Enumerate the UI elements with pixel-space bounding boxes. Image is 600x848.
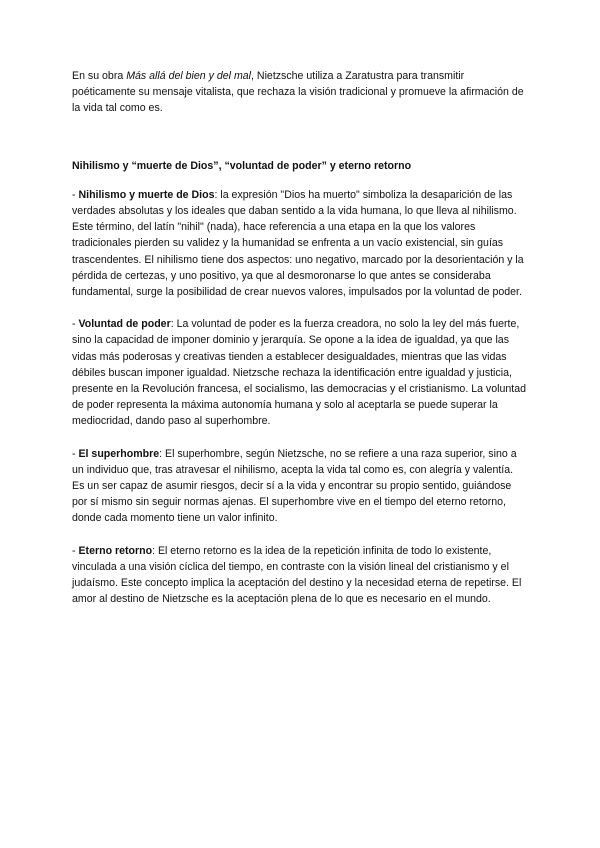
document-body <box>72 68 528 623</box>
bullet-dash: - <box>72 318 79 331</box>
bullet-dash: - <box>72 447 79 460</box>
intro-text-end: , Nietzsche utiliza a Zaratustra para transmitir poéticamente su mensaje vitalista, que rechaza la visión tradicional y promueve la afirmación de la vida tal como es. <box>72 70 524 115</box>
bullet-dash: - <box>72 188 79 201</box>
bullet-dash: - <box>72 544 79 557</box>
term-superhombre: El superhombre <box>78 447 160 460</box>
term-nihilismo: Nihilismo y muerte de Dios <box>78 188 215 201</box>
term-voluntad-de-poder: Voluntad de poder <box>78 318 171 331</box>
intro-paragraph <box>72 68 528 117</box>
book-title: Más allá del bien y del mal <box>126 70 252 82</box>
section-nihilismo <box>72 187 528 300</box>
definition-voluntad-de-poder: : La voluntad de poder es la fuerza creadora, no solo la ley del más fuerte, sino la capacidad de imponer dominio y jerarquía. Se opone a la idea de igualdad, ya que las vidas más poderosas y creativas tienden a establecer desigualdades, mientras que las vidas débiles buscan imponer igualdad. Nietzsche rechaza la identificación entre igualdad y justicia, presente en la Revolución francesa, el socialismo, las democracias y el cristianismo. La voluntad de poder representa la máxima autonomía humana y solo al aceptarla se puede superar la mediocridad, dando paso al superhombre. <box>72 318 526 428</box>
section-heading: Nihilismo y “muerte de Dios”, “voluntad de poder” y eterno retorno <box>72 159 412 172</box>
intro-text-start: En su obra <box>72 70 127 82</box>
section-eterno-retorno <box>72 543 528 608</box>
definition-superhombre: : El superhombre, según Nietzsche, no se refiere a una raza superior, sino a un individuo que, tras atravesar el nihilismo, acepta la vida tal como es, con alegría y valentía. Es un ser capaz de asumir riesgos, decir sí a la vida y encontrar su propio sentido, guiándose por sí mismo sin seguir normas ajenas. El superhombre vive en el tiempo del eterno retorno, donde cada momento tiene un valor infinito. <box>72 447 517 525</box>
definition-nihilismo: : la expresión "Dios ha muerto" simboliza la desaparición de las verdades absolutas y los ideales que daban sentido a la vida humana, lo que lleva al nihilismo. Este término, del latín "nihil" (nada), hace referencia a una etapa en la que los valores tradicionales pierden su validez y la humanidad se enfrenta a un vacío existencial, sin guías trascendentes. El nihilismo tiene dos aspectos: uno negativo, marcado por la desorientación y la pérdida de certezas, y uno positivo, ya que al desmoronarse lo que antes se consideraba fundamental, surge la posibilidad de crear nuevos valores, impulsados por la voluntad de poder. <box>72 188 524 299</box>
term-eterno-retorno: Eterno retorno <box>78 544 153 557</box>
section-voluntad-de-poder <box>72 316 528 429</box>
section-superhombre <box>72 446 528 527</box>
definition-eterno-retorno: : El eterno retorno es la idea de la repetición infinita de todo lo existente, vinculada a una visión cíclica del tiempo, en contraste con la visión lineal del cristianismo y el judaísmo. Este concepto implica la aceptación del destino y la necesidad eterna de repetirse. El amor al destino de Nietzsche es la aceptación plena de lo que es necesario en el mundo. <box>72 544 522 606</box>
